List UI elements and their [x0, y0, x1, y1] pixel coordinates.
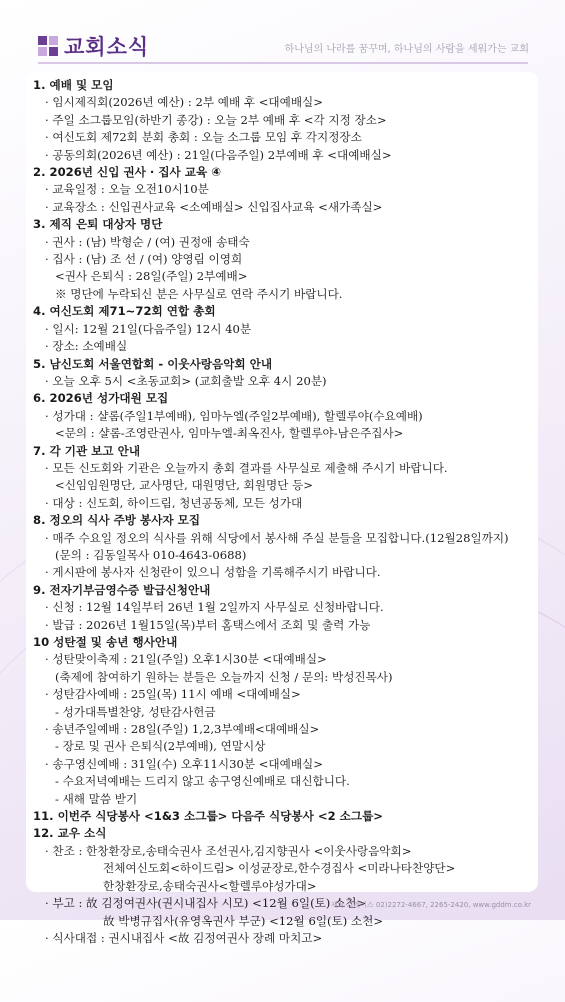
section-title: 12. 교우 소식: [33, 826, 107, 841]
section-line: · 신청 : 12월 14일부터 26년 1월 2일까지 사무실로 신청바랍니다.: [45, 600, 384, 615]
section-title: 10 성탄절 및 송년 행사안내: [33, 635, 178, 649]
section-line: · 성탄맞이축제 : 21일(주일) 오후1시30분 <대예배실>: [45, 652, 327, 667]
news-section: [33, 634, 538, 808]
section-line: ※ 명단에 누락되신 분은 사무실로 연락 주시기 바랍니다.: [55, 286, 343, 301]
section-title: 1. 예배 및 모임: [33, 78, 114, 92]
section-line: 한창환장로,송태숙권사<할렐루야성가대>: [103, 878, 317, 893]
section-line: - 새해 말씀 받기: [55, 791, 138, 806]
news-section: [33, 216, 538, 303]
section-line: <권사 은퇴식 : 28일(주일) 2부예배>: [55, 269, 248, 284]
page-title: 교회소식: [64, 35, 150, 59]
section-line: - 장로 및 권사 은퇴식(2부예배), 연말시상: [55, 739, 266, 754]
section-line: · 공동의회(2026년 예산) : 21일(다음주일) 2부예배 후 <대예배실>: [45, 147, 392, 162]
page-header: [0, 0, 565, 64]
news-section: [33, 808, 538, 825]
news-section: [33, 825, 538, 947]
section-line: · 여신도회 제72회 분회 총회 : 오늘 소그룹 모임 후 각지정장소: [45, 130, 362, 145]
news-section: [33, 512, 538, 582]
header-divider: [38, 62, 528, 64]
news-section: [33, 77, 538, 164]
section-line: <신임임원명단, 교사명단, 대원명단, 회원명단 등>: [55, 478, 314, 493]
section-line: · 성탄감사예배 : 25일(목) 11시 예배 <대예배실>: [45, 687, 301, 702]
church-motto: 하나님의 나라를 꿈꾸며, 하나님의 사람을 세워가는 교회: [284, 44, 529, 55]
section-line: <문의 : 샬롬-조영란권사, 임마누엘-최옥진사, 할렐루야-남은주집사>: [55, 426, 404, 441]
section-line: · 송년주일예배 : 28일(주일) 1,2,3부예배<대예배실>: [45, 722, 320, 737]
section-line: - 성가대특별찬양, 성탄감사헌금: [55, 704, 216, 719]
section-title: 2. 2026년 신입 권사 · 집사 교육 ④: [33, 165, 222, 180]
section-line: 전체여신도회<하이드림> 이성균장로,한수경집사 <미라나타찬양단>: [103, 861, 456, 876]
section-line: · 교육장소 : 신입권사교육 <소예배실> 신입집사교육 <새가족실>: [45, 199, 383, 214]
section-line: - 수요저녁예배는 드리지 않고 송구영신예배로 대신합니다.: [55, 774, 350, 789]
section-line: 故 박병규집사(유영옥권사 부군) <12월 6일(토) 소천>: [103, 913, 384, 928]
section-line: · 대상 : 신도회, 하이드림, 청년공동체, 모든 성가대: [45, 495, 303, 510]
section-line: (문의 : 김동일목사 010-4643-0688): [55, 547, 247, 562]
section-line: · 게시판에 봉사자 신청란이 있으니 성함을 기록해주시기 바랍니다.: [45, 565, 381, 580]
news-section: [33, 303, 538, 355]
news-content: [33, 77, 538, 947]
section-line: · 매주 수요일 정오의 식사를 위해 식당에서 봉사해 주실 분들을 모집합니다.(12월28일까지): [45, 530, 509, 545]
section-title: 6. 2026년 성가대원 모집: [33, 391, 169, 406]
section-line: · 교육일정 : 오늘 오전10시10분: [45, 182, 209, 197]
section-line: · 부고 : 故 김정여권사(권시내집사 시모) <12월 6일(토) 소천>: [45, 896, 367, 911]
news-section: [33, 164, 538, 216]
section-line: · 모든 신도회와 기관은 오늘까지 총회 결과를 사무실로 제출해 주시기 바랍니다.: [45, 460, 448, 475]
section-line: · 오늘 오후 5시 <초동교회> (교회출발 오후 4시 20분): [45, 373, 327, 388]
section-line: · 식사대접 : 권시내집사 <故 김정여권사 장례 마치고>: [45, 930, 323, 945]
section-line: · 일시: 12월 21일(다음주일) 12시 40분: [45, 321, 252, 336]
section-line: · 송구영신예배 : 31일(수) 오후11시30분 <대예배실>: [45, 756, 323, 771]
news-section: [33, 582, 538, 634]
section-title: 8. 정오의 식사 주방 봉사자 모집: [33, 513, 201, 528]
section-title: 4. 여신도회 제71~72회 연합 총회: [33, 304, 216, 319]
section-line: · 장소: 소예배실: [45, 339, 128, 354]
section-line: · 임시제직회(2026년 예산) : 2부 예배 후 <대예배실>: [45, 95, 323, 110]
news-section: [33, 390, 538, 442]
section-title: 9. 전자기부금영수증 발급신청안내: [33, 582, 211, 597]
footer-credit: 제작 그레이스 02)2272-4667, 2265-2420, www.gddm.co.kr: [330, 901, 531, 909]
church-logo-icon: [38, 36, 58, 56]
section-line: · 집사 : (남) 조 선 / (여) 양영림 이영희: [45, 252, 243, 267]
section-title: 7. 각 기관 보고 안내: [33, 443, 141, 458]
news-section: [33, 356, 538, 391]
section-line: · 권사 : (남) 박형순 / (여) 권정애 송태숙: [45, 234, 250, 249]
news-section: [33, 443, 538, 513]
section-title: 5. 남신도회 서울연합회 - 이웃사랑음악회 안내: [33, 356, 273, 371]
section-line: (축제에 참여하기 원하는 분들은 오늘까지 신청 / 문의: 박성진목사): [55, 669, 393, 684]
section-line: · 발급 : 2026년 1월15일(목)부터 홈택스에서 조회 및 출력 가능: [45, 617, 371, 632]
section-line: · 성가대 : 샬롬(주일1부예배), 임마누엘(주일2부예배), 할렐루야(수요예배): [45, 408, 423, 423]
section-title: 11. 이번주 식당봉사 <1&3 소그룹> 다음주 식당봉사 <2 소그룹>: [33, 809, 383, 824]
section-title: 3. 제직 은퇴 대상자 명단: [33, 217, 163, 232]
section-line: · 찬조 : 한창환장로,송태숙권사 조선권사,김지향권사 <이웃사랑음악회>: [45, 843, 412, 858]
section-line: · 주일 소그룹모임(하반기 종강) : 오늘 2부 예배 후 <각 지정 장소>: [45, 112, 387, 127]
